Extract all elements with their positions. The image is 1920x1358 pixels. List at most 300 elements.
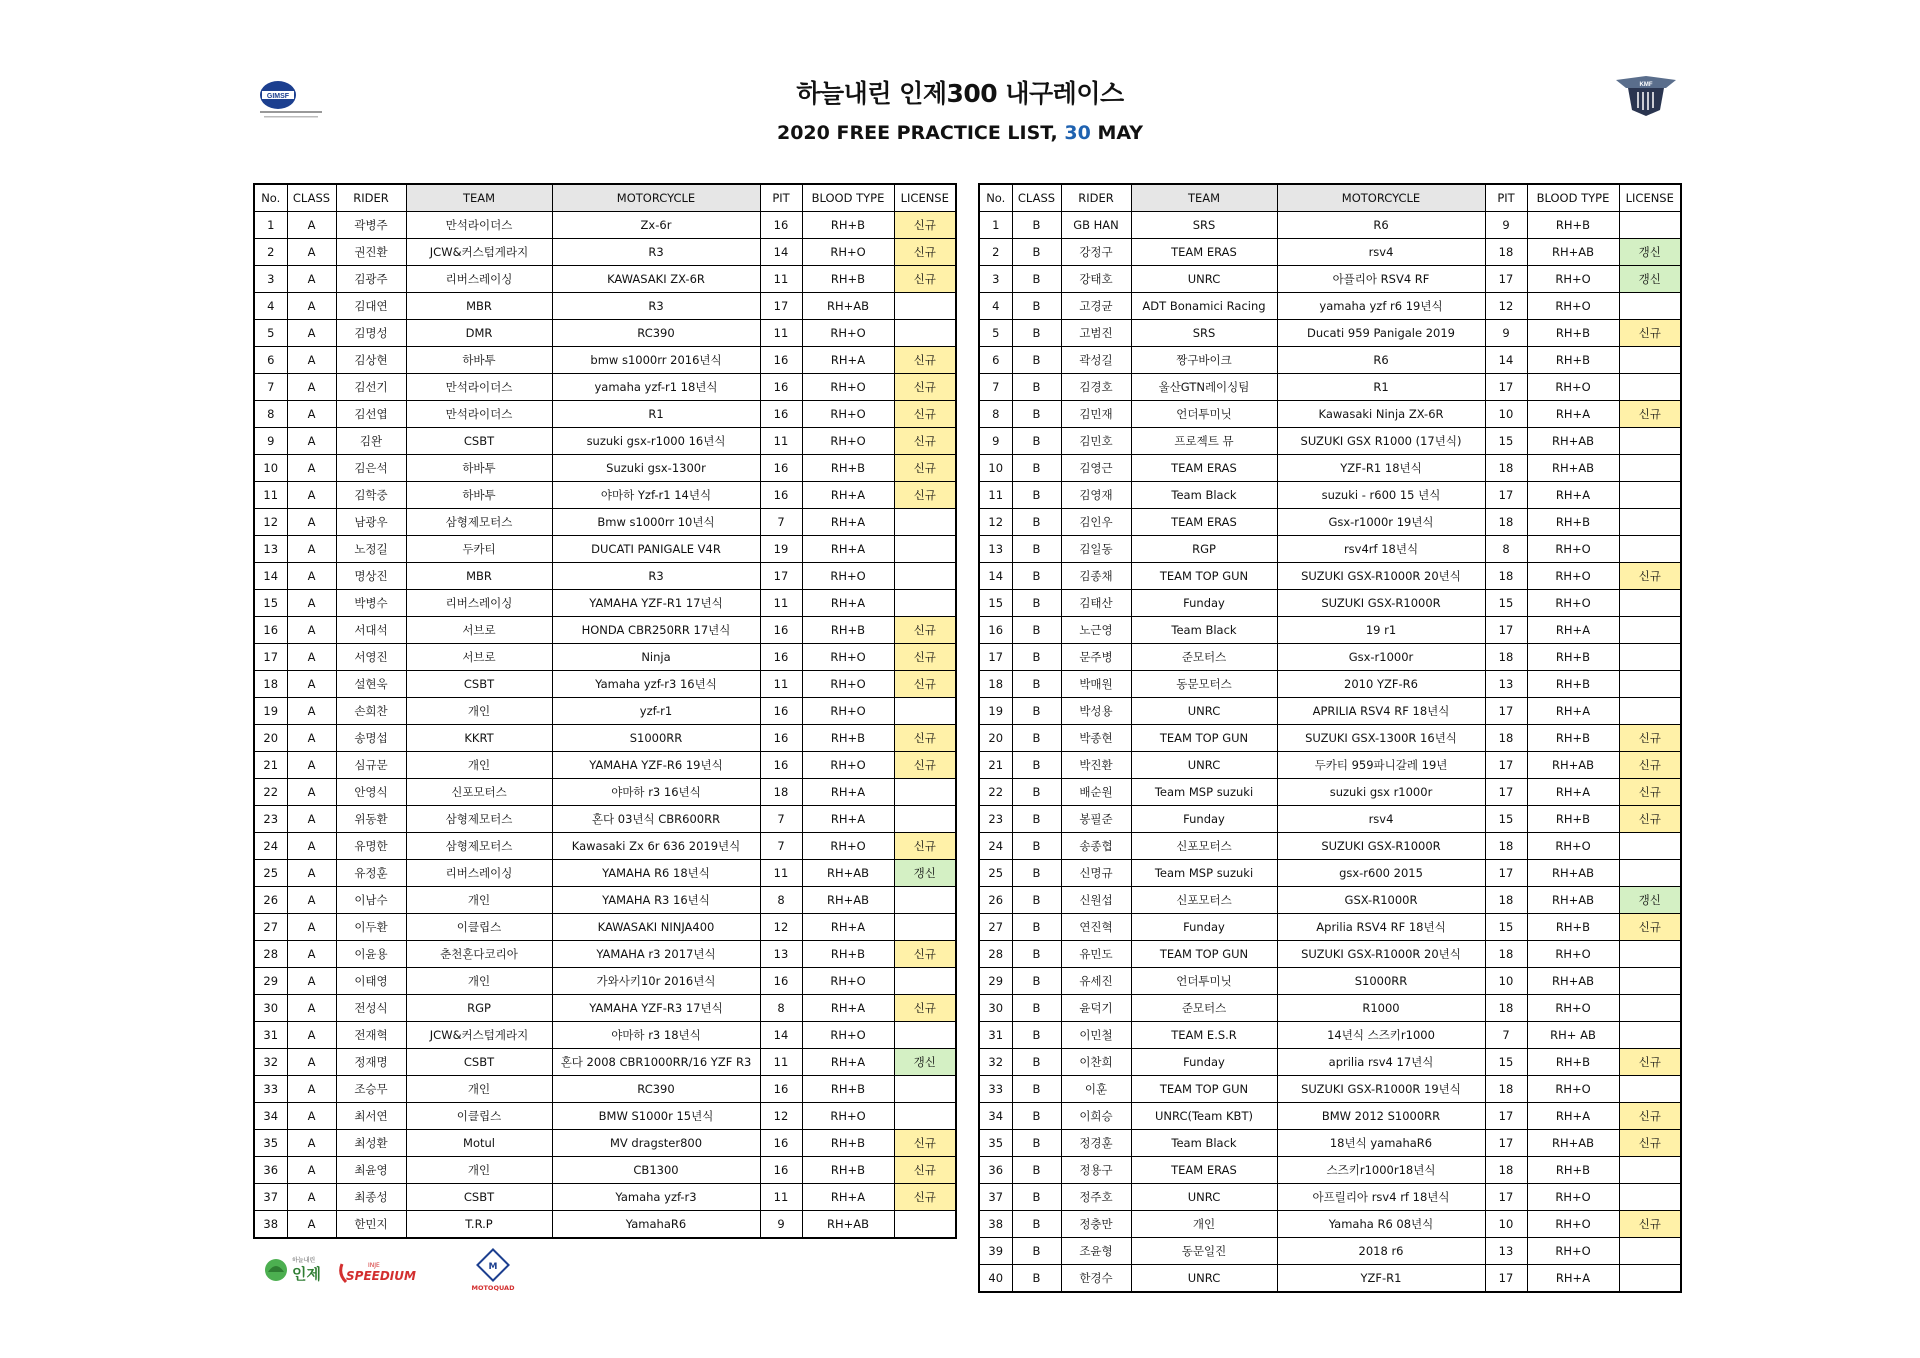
cell-blood-type: RH+B (802, 1076, 894, 1103)
cell-motorcycle: YAMAHA YZF-R6 19년식 (552, 752, 760, 779)
cell-blood-type: RH+O (1527, 536, 1619, 563)
table-row (979, 347, 1681, 374)
cell-license: 신규 (894, 617, 956, 644)
cell-pit: 16 (760, 1157, 802, 1184)
cell-no: 33 (979, 1076, 1012, 1103)
cell-rider: 김광주 (336, 266, 406, 293)
cell-motorcycle: 2018 r6 (1277, 1238, 1485, 1265)
cell-class: B (1012, 1238, 1061, 1265)
cell-no: 10 (254, 455, 287, 482)
cell-motorcycle: YAMAHA YZF-R1 17년식 (552, 590, 760, 617)
cell-no: 27 (254, 914, 287, 941)
cell-motorcycle: SUZUKI GSX-R1000R (1277, 833, 1485, 860)
cell-class: A (287, 1157, 336, 1184)
cell-pit: 17 (1485, 860, 1527, 887)
cell-blood-type: RH+B (802, 1130, 894, 1157)
cell-no: 6 (979, 347, 1012, 374)
cell-motorcycle: Yamaha yzf-r3 16년식 (552, 671, 760, 698)
cell-motorcycle: gsx-r600 2015 (1277, 860, 1485, 887)
table-row (254, 455, 956, 482)
cell-class: B (1012, 887, 1061, 914)
table-row (979, 239, 1681, 266)
kmf-logo (1614, 74, 1678, 118)
cell-blood-type: RH+AB (1527, 968, 1619, 995)
cell-license: 신규 (894, 347, 956, 374)
cell-rider: 송명섭 (336, 725, 406, 752)
cell-class: A (287, 1211, 336, 1239)
cell-no: 31 (254, 1022, 287, 1049)
svg-text:하늘내린: 하늘내린 (292, 1257, 316, 1264)
cell-pit: 11 (760, 860, 802, 887)
cell-no: 5 (979, 320, 1012, 347)
table-row (254, 374, 956, 401)
cell-class: A (287, 455, 336, 482)
cell-blood-type: RH+B (1527, 914, 1619, 941)
cell-class: A (287, 509, 336, 536)
cell-motorcycle: suzuki gsx r1000r (1277, 779, 1485, 806)
column-header-motorcycle: MOTORCYCLE (1277, 184, 1485, 212)
table-row (254, 752, 956, 779)
cell-motorcycle: yamaha yzf-r1 18년식 (552, 374, 760, 401)
cell-motorcycle: GSX-R1000R (1277, 887, 1485, 914)
cell-license: 신규 (1619, 914, 1681, 941)
cell-class: B (1012, 779, 1061, 806)
cell-team: 개인 (1131, 1211, 1277, 1238)
cell-class: A (287, 887, 336, 914)
cell-license: 신규 (894, 212, 956, 239)
cell-license: 신규 (894, 401, 956, 428)
table-row (254, 293, 956, 320)
cell-rider: 안영식 (336, 779, 406, 806)
cell-rider: 이윤용 (336, 941, 406, 968)
cell-license (1619, 293, 1681, 320)
cell-motorcycle: 19 r1 (1277, 617, 1485, 644)
cell-pit: 11 (760, 590, 802, 617)
table-row (254, 1103, 956, 1130)
cell-license (894, 293, 956, 320)
cell-class: B (1012, 428, 1061, 455)
cell-class: A (287, 590, 336, 617)
cell-motorcycle: YAMAHA YZF-R3 17년식 (552, 995, 760, 1022)
cell-blood-type: RH+B (1527, 1049, 1619, 1076)
cell-pit: 16 (760, 401, 802, 428)
table-row (254, 671, 956, 698)
cell-motorcycle: CB1300 (552, 1157, 760, 1184)
cell-license (1619, 698, 1681, 725)
cell-blood-type: RH+A (802, 914, 894, 941)
cell-pit: 16 (760, 1130, 802, 1157)
cell-no: 15 (254, 590, 287, 617)
cell-license: 신규 (1619, 401, 1681, 428)
cell-rider: 이두환 (336, 914, 406, 941)
cell-team: 개인 (406, 1076, 552, 1103)
cell-motorcycle: R6 (1277, 212, 1485, 239)
cell-team: 준모터스 (1131, 995, 1277, 1022)
cell-class: A (287, 860, 336, 887)
cell-pit: 17 (1485, 266, 1527, 293)
table-row (254, 590, 956, 617)
cell-rider: 노근영 (1061, 617, 1131, 644)
cell-blood-type: RH+B (802, 941, 894, 968)
cell-team: 서브로 (406, 644, 552, 671)
cell-blood-type: RH+B (1527, 509, 1619, 536)
column-header-rider: RIDER (336, 184, 406, 212)
cell-blood-type: RH+AB (802, 293, 894, 320)
cell-no: 12 (979, 509, 1012, 536)
cell-motorcycle: YAMAHA R3 16년식 (552, 887, 760, 914)
table-row (254, 1157, 956, 1184)
cell-blood-type: RH+A (802, 509, 894, 536)
cell-license: 갱신 (1619, 266, 1681, 293)
cell-no: 7 (979, 374, 1012, 401)
cell-class: A (287, 266, 336, 293)
cell-no: 31 (979, 1022, 1012, 1049)
cell-license: 신규 (894, 644, 956, 671)
cell-blood-type: RH+O (802, 374, 894, 401)
cell-motorcycle: Bmw s1000rr 10년식 (552, 509, 760, 536)
sponsor-logos (262, 1248, 532, 1294)
cell-rider: 정재명 (336, 1049, 406, 1076)
cell-team: 리버스레이싱 (406, 590, 552, 617)
cell-team: 리버스레이싱 (406, 266, 552, 293)
table-row (979, 914, 1681, 941)
cell-no: 32 (979, 1049, 1012, 1076)
cell-pit: 15 (1485, 590, 1527, 617)
cell-license: 갱신 (1619, 887, 1681, 914)
cell-no: 3 (254, 266, 287, 293)
cell-no: 17 (254, 644, 287, 671)
cell-rider: 이찬희 (1061, 1049, 1131, 1076)
cell-rider: 설현욱 (336, 671, 406, 698)
cell-blood-type: RH+A (1527, 482, 1619, 509)
cell-license: 갱신 (894, 860, 956, 887)
table-row (979, 1103, 1681, 1130)
cell-motorcycle: R3 (552, 293, 760, 320)
svg-text:GIMSF: GIMSF (266, 93, 290, 100)
cell-rider: 김경호 (1061, 374, 1131, 401)
cell-team: 개인 (406, 968, 552, 995)
cell-pit: 17 (760, 563, 802, 590)
cell-no: 36 (979, 1157, 1012, 1184)
cell-no: 16 (979, 617, 1012, 644)
cell-rider: 배순원 (1061, 779, 1131, 806)
cell-motorcycle: HONDA CBR250RR 17년식 (552, 617, 760, 644)
table-row (979, 1022, 1681, 1049)
cell-license: 신규 (1619, 320, 1681, 347)
cell-team: Funday (1131, 590, 1277, 617)
cell-rider: 김대연 (336, 293, 406, 320)
cell-team: 만석라이더스 (406, 212, 552, 239)
table-row (979, 1265, 1681, 1293)
table-row (254, 347, 956, 374)
cell-class: B (1012, 293, 1061, 320)
cell-team: SRS (1131, 212, 1277, 239)
cell-motorcycle: aprilia rsv4 17년식 (1277, 1049, 1485, 1076)
cell-rider: 김종채 (1061, 563, 1131, 590)
cell-class: A (287, 347, 336, 374)
cell-blood-type: RH+A (802, 590, 894, 617)
table-row (254, 914, 956, 941)
cell-team: TEAM ERAS (1131, 455, 1277, 482)
table-row (979, 671, 1681, 698)
cell-rider: 김일동 (1061, 536, 1131, 563)
cell-blood-type: RH+AB (1527, 428, 1619, 455)
cell-no: 25 (979, 860, 1012, 887)
cell-pit: 18 (1485, 833, 1527, 860)
cell-license (1619, 212, 1681, 239)
table-row (979, 1157, 1681, 1184)
cell-team: 이클립스 (406, 914, 552, 941)
cell-license (894, 1076, 956, 1103)
cell-motorcycle: S1000RR (552, 725, 760, 752)
cell-no: 21 (254, 752, 287, 779)
cell-blood-type: RH+A (802, 1049, 894, 1076)
cell-pit: 8 (1485, 536, 1527, 563)
cell-motorcycle: S1000RR (1277, 968, 1485, 995)
cell-motorcycle: SUZUKI GSX-1300R 16년식 (1277, 725, 1485, 752)
cell-no: 27 (979, 914, 1012, 941)
table-row (254, 698, 956, 725)
cell-rider: 이희승 (1061, 1103, 1131, 1130)
cell-license: 갱신 (1619, 239, 1681, 266)
cell-team: 개인 (406, 887, 552, 914)
cell-license (894, 509, 956, 536)
cell-class: A (287, 914, 336, 941)
table-row (254, 428, 956, 455)
cell-blood-type: RH+O (802, 644, 894, 671)
class-a-table (253, 183, 957, 1239)
cell-rider: 김상현 (336, 347, 406, 374)
cell-pit: 16 (760, 347, 802, 374)
table-row (979, 293, 1681, 320)
cell-pit: 12 (1485, 293, 1527, 320)
cell-team: 언더투미닛 (1131, 968, 1277, 995)
cell-class: B (1012, 698, 1061, 725)
cell-license (1619, 1238, 1681, 1265)
cell-motorcycle: YamahaR6 (552, 1211, 760, 1239)
cell-pit: 17 (1485, 698, 1527, 725)
cell-rider: 이훈 (1061, 1076, 1131, 1103)
column-header-rider: RIDER (1061, 184, 1131, 212)
cell-pit: 18 (1485, 995, 1527, 1022)
cell-pit: 11 (760, 428, 802, 455)
cell-pit: 14 (1485, 347, 1527, 374)
cell-rider: 정용구 (1061, 1157, 1131, 1184)
column-header-blood-type: BLOOD TYPE (1527, 184, 1619, 212)
cell-blood-type: RH+O (1527, 995, 1619, 1022)
cell-no: 28 (254, 941, 287, 968)
table-row (254, 1130, 956, 1157)
cell-motorcycle: 아플리아 RSV4 RF (1277, 266, 1485, 293)
cell-license: 신규 (1619, 725, 1681, 752)
cell-class: A (287, 833, 336, 860)
cell-class: B (1012, 617, 1061, 644)
cell-license: 신규 (1619, 779, 1681, 806)
cell-team: MBR (406, 563, 552, 590)
cell-blood-type: RH+O (1527, 1184, 1619, 1211)
cell-license: 신규 (894, 1157, 956, 1184)
cell-pit: 16 (760, 482, 802, 509)
cell-team: 이클립스 (406, 1103, 552, 1130)
cell-pit: 15 (1485, 428, 1527, 455)
cell-team: SRS (1131, 320, 1277, 347)
cell-motorcycle: MV dragster800 (552, 1130, 760, 1157)
cell-team: CSBT (406, 1184, 552, 1211)
cell-no: 1 (254, 212, 287, 239)
column-header-license: LICENSE (894, 184, 956, 212)
cell-motorcycle: 혼다 2008 CBR1000RR/16 YZF R3 (552, 1049, 760, 1076)
table-row (979, 968, 1681, 995)
cell-license (1619, 860, 1681, 887)
cell-team: 언더투미닛 (1131, 401, 1277, 428)
cell-blood-type: RH+AB (1527, 860, 1619, 887)
class-b-table (978, 183, 1682, 1293)
cell-team: Team MSP suzuki (1131, 860, 1277, 887)
cell-license (894, 887, 956, 914)
table-row (979, 1184, 1681, 1211)
cell-pit: 18 (760, 779, 802, 806)
cell-team: Team MSP suzuki (1131, 779, 1277, 806)
cell-rider: 곽성길 (1061, 347, 1131, 374)
cell-pit: 12 (760, 1103, 802, 1130)
cell-no: 21 (979, 752, 1012, 779)
cell-no: 11 (254, 482, 287, 509)
cell-license (894, 698, 956, 725)
cell-rider: 최서연 (336, 1103, 406, 1130)
cell-no: 19 (979, 698, 1012, 725)
table-row (979, 644, 1681, 671)
cell-license (1619, 536, 1681, 563)
cell-no: 8 (979, 401, 1012, 428)
table-row (254, 1076, 956, 1103)
table-row (254, 887, 956, 914)
cell-class: A (287, 482, 336, 509)
cell-license (1619, 968, 1681, 995)
cell-rider: 서대석 (336, 617, 406, 644)
cell-class: B (1012, 914, 1061, 941)
cell-motorcycle: SUZUKI GSX-R1000R 19년식 (1277, 1076, 1485, 1103)
cell-no: 38 (979, 1211, 1012, 1238)
cell-no: 26 (254, 887, 287, 914)
cell-no: 32 (254, 1049, 287, 1076)
cell-license: 신규 (894, 995, 956, 1022)
cell-class: A (287, 671, 336, 698)
cell-no: 19 (254, 698, 287, 725)
table-row (254, 320, 956, 347)
cell-motorcycle: R3 (552, 239, 760, 266)
cell-motorcycle: 야마하 r3 18년식 (552, 1022, 760, 1049)
cell-rider: 윤덕기 (1061, 995, 1131, 1022)
cell-blood-type: RH+O (1527, 293, 1619, 320)
cell-motorcycle: KAWASAKI ZX-6R (552, 266, 760, 293)
column-header-no: No. (254, 184, 287, 212)
column-header-team: TEAM (1131, 184, 1277, 212)
cell-license: 신규 (894, 482, 956, 509)
cell-motorcycle: 스즈키r1000r18년식 (1277, 1157, 1485, 1184)
cell-class: B (1012, 806, 1061, 833)
cell-rider: 노정길 (336, 536, 406, 563)
cell-license (1619, 833, 1681, 860)
cell-pit: 16 (760, 455, 802, 482)
cell-pit: 11 (760, 1184, 802, 1211)
cell-rider: 심규문 (336, 752, 406, 779)
cell-team: 춘천혼다코리아 (406, 941, 552, 968)
cell-rider: 문주병 (1061, 644, 1131, 671)
cell-rider: 곽병주 (336, 212, 406, 239)
cell-no: 37 (254, 1184, 287, 1211)
cell-pit: 18 (1485, 725, 1527, 752)
cell-pit: 13 (1485, 671, 1527, 698)
cell-motorcycle: Suzuki gsx-1300r (552, 455, 760, 482)
table-row (979, 1049, 1681, 1076)
cell-license (1619, 1076, 1681, 1103)
cell-rider: 박병수 (336, 590, 406, 617)
cell-motorcycle: Kawasaki Zx 6r 636 2019년식 (552, 833, 760, 860)
cell-no: 9 (979, 428, 1012, 455)
cell-rider: 강정구 (1061, 239, 1131, 266)
cell-license (1619, 671, 1681, 698)
motoquad-logo (472, 1249, 516, 1292)
table-row (979, 833, 1681, 860)
cell-motorcycle: Aprilia RSV4 RF 18년식 (1277, 914, 1485, 941)
cell-pit: 18 (1485, 941, 1527, 968)
cell-no: 5 (254, 320, 287, 347)
cell-team: TEAM TOP GUN (1131, 563, 1277, 590)
cell-license (1619, 644, 1681, 671)
cell-rider: 김은석 (336, 455, 406, 482)
cell-rider: 명상진 (336, 563, 406, 590)
cell-motorcycle: SUZUKI GSX R1000 (17년식) (1277, 428, 1485, 455)
table-row (979, 779, 1681, 806)
cell-license: 신규 (894, 671, 956, 698)
cell-team: TEAM TOP GUN (1131, 1076, 1277, 1103)
cell-motorcycle: 가와사키10r 2016년식 (552, 968, 760, 995)
cell-team: CSBT (406, 1049, 552, 1076)
cell-team: Funday (1131, 806, 1277, 833)
cell-motorcycle: suzuki gsx-r1000 16년식 (552, 428, 760, 455)
cell-team: 하바투 (406, 347, 552, 374)
table-row (254, 401, 956, 428)
cell-license (1619, 428, 1681, 455)
table-row (254, 941, 956, 968)
cell-license (894, 968, 956, 995)
cell-class: A (287, 725, 336, 752)
table-row (979, 887, 1681, 914)
cell-team: UNRC (1131, 752, 1277, 779)
page-title: 하늘내린 인제300 내구레이스 (796, 79, 1124, 108)
cell-team: CSBT (406, 428, 552, 455)
cell-pit: 17 (1485, 1130, 1527, 1157)
cell-team: JCW&커스텀게라지 (406, 239, 552, 266)
cell-license (894, 806, 956, 833)
cell-blood-type: RH+B (1527, 806, 1619, 833)
cell-team: RGP (406, 995, 552, 1022)
cell-blood-type: RH+B (1527, 644, 1619, 671)
cell-team: Funday (1131, 1049, 1277, 1076)
cell-team: 프로젝트 뮤 (1131, 428, 1277, 455)
cell-class: B (1012, 833, 1061, 860)
cell-rider: 이남수 (336, 887, 406, 914)
cell-no: 14 (979, 563, 1012, 590)
cell-rider: 최윤영 (336, 1157, 406, 1184)
table-row (254, 482, 956, 509)
cell-blood-type: RH+A (1527, 1265, 1619, 1293)
cell-class: B (1012, 320, 1061, 347)
cell-motorcycle: Yamaha yzf-r3 (552, 1184, 760, 1211)
table-row (979, 374, 1681, 401)
cell-license (894, 536, 956, 563)
cell-class: A (287, 779, 336, 806)
